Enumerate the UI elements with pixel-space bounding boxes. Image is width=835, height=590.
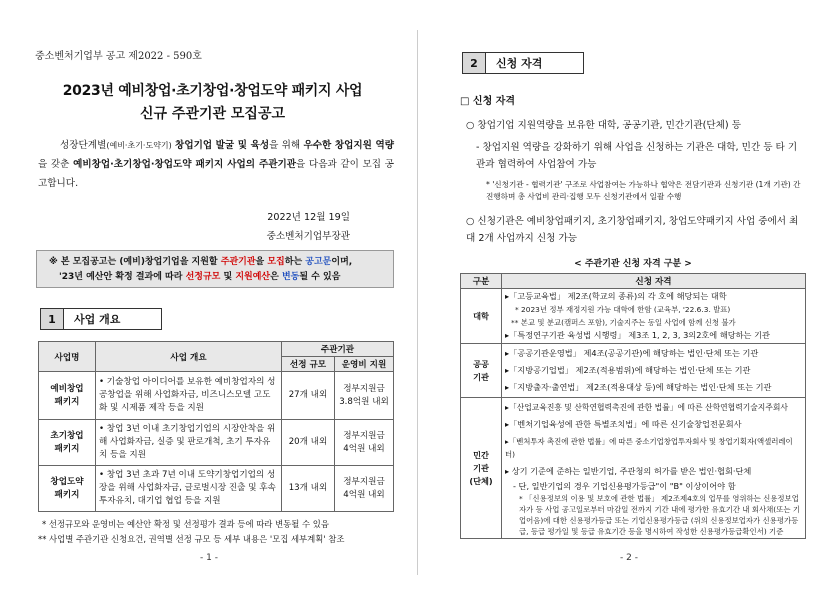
qualification-table: [460, 273, 806, 539]
intro-paragraph: [38, 136, 394, 193]
qual-note: ** 본교 및 분교(캠퍼스 포함), 기술지주는 동일 사업에 함께 신청 불가: [511, 318, 736, 327]
footnote-2: ** 사업별 주관기관 신청요건, 권역별 선정 규모 등 세부 내용은 '모집 세부계획' 참조: [38, 534, 345, 544]
row-fund: [335, 420, 394, 466]
public-qualifications: [502, 344, 806, 398]
row-overview: • 기술창업 아이디어를 보유한 예비창업자의 성공창업을 위해 사업화자금, 비즈니스모델 고도화 및 시제품 제작 등을 지원: [96, 372, 282, 420]
row-fund-line2: 4억원 내외: [343, 443, 385, 454]
type-public: [461, 344, 502, 398]
header-overview: 사업 개요: [96, 342, 282, 372]
qualification-item-1: ○ 창업기업 지원역량을 보유한 대학, 공공기관, 민간기관(단체) 등: [466, 120, 741, 131]
table-row: [39, 372, 394, 420]
section-title: 신청 자격: [496, 57, 543, 70]
row-select: 27개 내외: [282, 372, 335, 420]
intro-paren: (예비·초기·도약기): [106, 141, 172, 150]
row-name-line2: 패키지: [54, 443, 80, 454]
row-select: 13개 내외: [282, 466, 335, 512]
box-text: 및: [220, 272, 236, 282]
row-overview: • 창업 3년 이내 초기창업기업의 시장안착을 위해 사업화자금, 실증 및 판로개척, 초기 투자유치 등을 지원: [96, 420, 282, 466]
header-select-scale: 선정 규모: [282, 357, 335, 372]
row-fund-line2: 4억원 내외: [343, 489, 385, 500]
table-row: [39, 420, 394, 466]
row-name-line1: 예비창업: [50, 383, 84, 394]
header-operating-fund: 운영비 지원: [335, 357, 394, 372]
issuer: 중소벤처기업부장관: [266, 231, 350, 242]
notice-box: [36, 250, 394, 288]
box-highlight: 주관기관: [220, 257, 256, 267]
intro-bold2: 우수한 창업지원 역량: [303, 140, 394, 151]
qualification-heading: □ 신청 자격: [460, 96, 516, 107]
table-title: < 주관기관 신청 자격 구분 >: [574, 259, 692, 269]
qual-line: - 단, 일반기업의 경우 기업신용평가등급"이 "B" 이상이어야 함: [513, 481, 736, 491]
private-qualifications: [502, 398, 806, 539]
intro-pre: 성장단계별: [60, 140, 107, 151]
notice-number: 중소벤처기업부 공고 제2022 - 590호: [35, 51, 202, 62]
type-private: [461, 398, 502, 539]
table-row: [39, 466, 394, 512]
intro-end: 을 다음과 같이 모집 공고합니다.: [38, 159, 394, 189]
qualification-item-1-note: * '신청기관 - 협력기관' 구조로 사업참여는 가능하나 협약은 전담기관과 신청기관 (1개 기관) 간 진행하며 총 사업비 관리·집행 모두 신청기관에서 일괄 수행: [486, 180, 801, 201]
qualification-item-1-sub: - 창업지원 역량을 강화하기 위해 사업을 신청하는 기관은 대학, 민간 등 타 기관과 협력하여 사업참여 가능: [476, 142, 798, 170]
type-public-line1: 공공: [473, 358, 489, 369]
header-organization: 주관기관: [282, 342, 394, 357]
table-row: [461, 398, 806, 539]
box-text: 하는: [284, 257, 306, 267]
box-text: ※ 본 모집공고는 (예비)창업기업을 지원할: [49, 257, 221, 267]
intro-mid2: 을 갖춘: [38, 159, 70, 170]
intro-bold1: 창업기업 발굴 및 육성: [175, 140, 270, 151]
type-university: 대학: [461, 289, 502, 344]
row-fund-line1: 정부지원금: [343, 383, 385, 394]
row-overview: • 창업 3년 초과 7년 이내 도약기창업기업의 성장을 위해 사업화자금, 글로벌시장 진출 및 후속투자유치, 대기업 협업 등을 지원: [96, 466, 282, 512]
page-divider: [417, 30, 418, 575]
box-highlight: 공고문: [305, 257, 332, 267]
row-name-line1: 창업도약: [50, 476, 84, 487]
type-private-line1: 민간: [473, 449, 489, 460]
qual-line: ▸「산업교육진흥 및 산학연협력촉진에 관한 법률」에 따른 산학연협력기술지주회사: [505, 403, 788, 412]
announcement-date: 2022년 12월 19일: [267, 212, 350, 223]
section-title: 사업 개요: [74, 313, 121, 326]
row-fund-line1: 정부지원금: [343, 476, 385, 487]
row-name-line2: 패키지: [54, 396, 80, 407]
box-text: '23년 예산안 확정 결과에 따라: [59, 272, 186, 282]
type-private-line2: 기관: [473, 462, 489, 473]
qualification-item-2: ○ 신청기관은 예비창업패키지, 초기창업패키지, 창업도약패키지 사업 중에서 최대 2개 사업까지 신청 가능: [466, 216, 799, 244]
row-name-line2: 패키지: [54, 489, 80, 500]
notice-box-line2: [49, 270, 387, 285]
type-private-line3: (단체): [469, 475, 493, 486]
qual-line: ▸「벤처기업육성에 관한 특별조치법」에 따른 신기술창업전문회사: [505, 419, 742, 429]
intro-bold3: 예비창업·초기창업·창업도약 패키지 사업의 주관기관: [73, 159, 297, 170]
row-name: [39, 420, 96, 466]
table-row: [461, 344, 806, 398]
qual-line: ▸「지방공기업법」 제2조(적용범위)에 해당하는 법인·단체 또는 기관: [505, 365, 751, 375]
row-name-line1: 초기창업: [50, 430, 84, 441]
row-fund-line1: 정부지원금: [343, 430, 385, 441]
box-text: 이며,: [331, 257, 353, 267]
qual-line: ▸「고등교육법」 제2조(학교의 종류)의 각 호에 해당되는 대학: [505, 291, 727, 301]
box-text: 을: [255, 257, 268, 267]
box-highlight: 선정규모: [185, 272, 221, 282]
intro-mid1: 을 위해: [269, 140, 301, 151]
qual-note: * 2023년 정부 재정지원 가능 대학에 한함 (교육부, '22.6.3. 발표): [515, 305, 731, 314]
qual-note: * 「신용정보의 이용 및 보호에 관한 법률」 제2조제4호의 업무를 영위하는 신용정보업자가 등 사업 공고일로부터 마감일 전까지 기간 내에 평가한 유효기간 내 회사채(또는 기업어음)에 대한 신용평가등급 또는 기업신용평가등급 (위의 신용정보업자가 신용평가등급, 등급 평가일 및 등급 유효기간 등을 명시하여 작성한 신용평가등급확인서) 기준: [519, 494, 800, 536]
page-number-right: - 2 -: [620, 553, 638, 563]
header-qualification: 신청 자격: [502, 274, 806, 289]
table-row: [461, 289, 806, 344]
page-number-left: - 1 -: [200, 553, 218, 563]
row-name: [39, 466, 96, 512]
box-text: 될 수 있음: [299, 272, 341, 282]
row-select: 20개 내외: [282, 420, 335, 466]
document-title-line2: 신규 주관기관 모집공고: [140, 106, 285, 122]
box-highlight: 변동: [281, 272, 300, 282]
row-fund: [335, 372, 394, 420]
box-highlight: 모집: [267, 257, 285, 267]
qual-line: ▸「벤처투자 촉진에 관한 법률」에 따른 중소기업창업투자회사 및 창업기획자(액셀러레이터): [505, 437, 793, 459]
type-public-line2: 기관: [473, 371, 489, 382]
header-type: 구분: [461, 274, 502, 289]
qual-line: ▸「지방출자·출연법」 제2조(적용대상 등)에 해당하는 법인·단체 또는 기관: [505, 382, 772, 392]
document-title-line1: 2023년 예비창업·초기창업·창업도약 패키지 사업: [62, 83, 363, 99]
qual-line: ▸「공공기관운영법」 제4조(공공기관)에 해당하는 법인·단체 또는 기관: [505, 348, 759, 358]
row-fund-line2: 3.8억원 내외: [339, 396, 389, 407]
section-header-2: [462, 52, 584, 74]
box-highlight: 지원예산: [235, 272, 271, 282]
section-number: 2: [463, 53, 486, 73]
section-number: 1: [41, 309, 64, 329]
section-header-1: [40, 308, 162, 330]
notice-box-line1: [49, 255, 387, 270]
footnote-1: * 선정규모와 운영비는 예산안 확정 및 선정평가 결과 등에 따라 변동될 수 있음: [42, 519, 329, 529]
header-business-name: 사업명: [39, 342, 96, 372]
box-text: 은: [270, 272, 282, 282]
qual-line: ▸ 상기 기준에 준하는 일반기업, 주관청의 허가를 받은 법인·협회·단체: [505, 466, 752, 476]
qual-line: ▸「특정연구기관 육성법 시행령」 제3조 1, 2, 3, 3의2호에 해당하는 기관: [505, 330, 770, 340]
row-fund: [335, 466, 394, 512]
row-name: [39, 372, 96, 420]
business-overview-table: [38, 341, 394, 512]
university-qualifications: [502, 289, 806, 344]
